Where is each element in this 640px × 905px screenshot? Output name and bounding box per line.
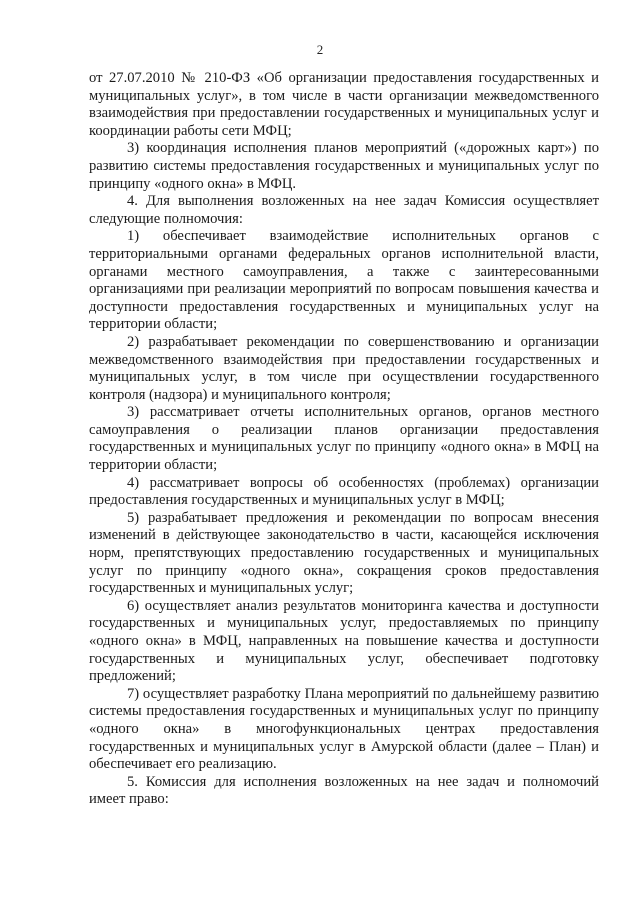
page-number: 2 xyxy=(316,42,324,57)
paragraph-power-3-reports: 3) рассматривает отчеты исполнительных органов, органов местного самоуправления о реализации планов организации предоставления государственных и муниципальных услуг по принципу «одного окна» в МФЦ на территории области; xyxy=(89,404,599,474)
paragraph-power-1-interaction: 1) обеспечивает взаимодействие исполнительных органов с территориальными органами федеральных органов исполнительной власти, органами местного самоуправления, а также с заинтересованными организациями при реализации мероприятий по вопросам повышения качества и доступности предоставления государственных и муниципальных услуг на территории области; xyxy=(89,228,599,333)
paragraph-power-5-proposals: 5) разрабатывает предложения и рекомендации по вопросам внесения изменений в действующее законодательство в части, касающейся исключения норм, препятствующих предоставлению государственных и муниципальных услуг по принципу «одного окна», сокращения сроков предоставления государственных и муниципальных услуг; xyxy=(89,509,599,597)
document-body xyxy=(89,70,599,809)
paragraph-section-4-powers: 4. Для выполнения возложенных на нее задач Комиссия осуществляет следующие полномочия: xyxy=(89,193,599,227)
paragraph-power-4-issues: 4) рассматривает вопросы об особенностях (проблемах) организации предоставления государственных и муниципальных услуг в МФЦ; xyxy=(89,474,599,509)
paragraph-section-5-rights: 5. Комиссия для исполнения возложенных на нее задач и полномочий имеет право: xyxy=(89,773,599,808)
paragraph-power-7-plan: 7) осуществляет разработку Плана мероприятий по дальнейшему развитию системы предоставления государственных и муниципальных услуг по принципу «одного окна» в многофункциональных центрах предоставления государственных и муниципальных услуг в Амурской области (далее – План) и обеспечивает его реализацию. xyxy=(89,685,599,773)
paragraph-power-2-recommendations: 2) разрабатывает рекомендации по совершенствованию и организации межведомственного взаимодействия при предоставлении государственных и муниципальных услуг, в том числе при осуществлении государственного контроля (надзора) и муниципального контроля; xyxy=(89,333,599,403)
paragraph-continuation-210fz: от 27.07.2010 № 210-ФЗ «Об организации предоставления государственных и муниципальных услуг», в том числе в части организации межведомственного взаимодействия при предоставлении государственных и муниципальных услуг и координации работы сети МФЦ; xyxy=(89,70,599,139)
paragraph-power-6-monitoring: 6) осуществляет анализ результатов мониторинга качества и доступности государственных и муниципальных услуг, предоставляемых по принципу «одного окна» в МФЦ, направленных на повышение качества и доступности государственных и муниципальных услуг, обеспечивает подготовку предложений; xyxy=(89,597,599,685)
paragraph-item-3-coordination: 3) координация исполнения планов мероприятий («дорожных карт») по развитию системы предоставления государственных и муниципальных услуг по принципу «одного окна» в МФЦ. xyxy=(89,140,599,192)
